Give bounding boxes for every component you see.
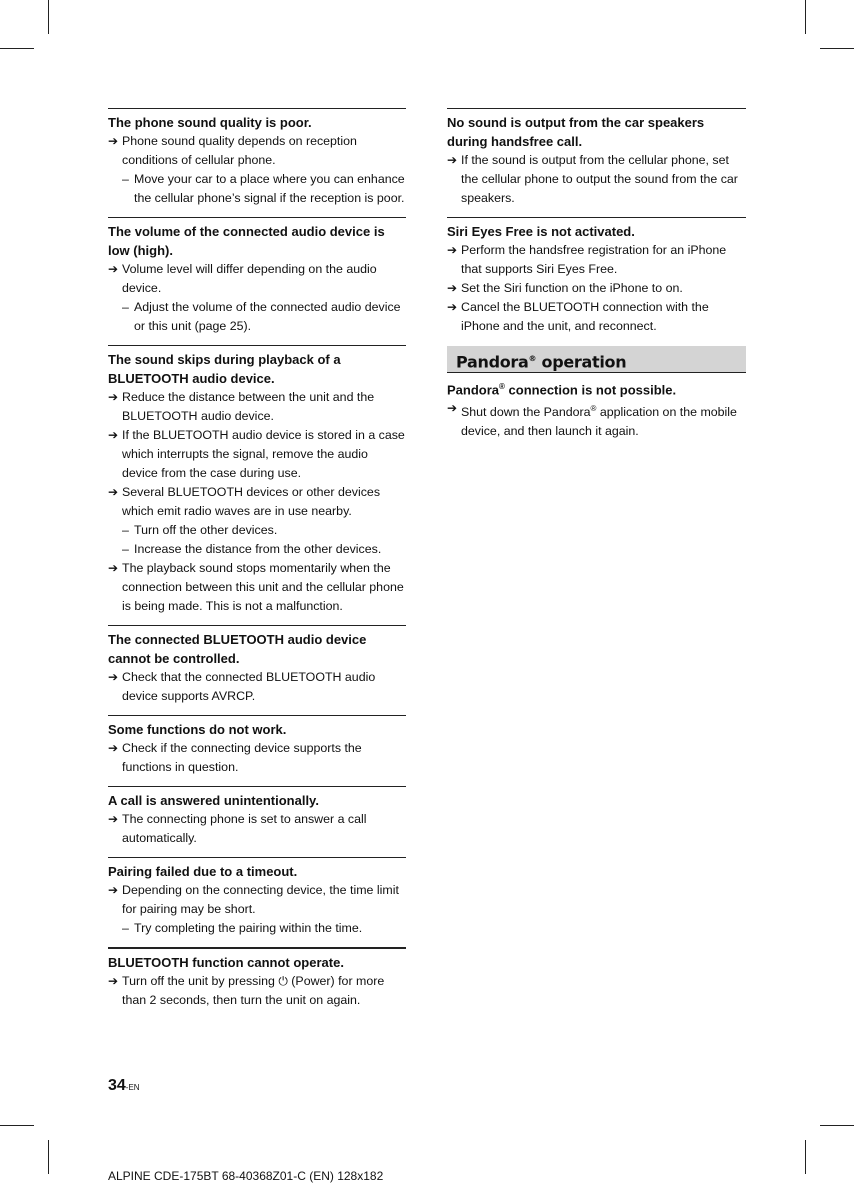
topic <box>447 108 746 208</box>
topic <box>108 786 406 848</box>
pandora-item-after: application on the mobile device, and then launch it again. <box>461 405 737 439</box>
arrow-icon: ➔ <box>108 812 119 826</box>
sub-item-text: Move your car to a place where you can enhance the cellular phone’s signal if the reception is poor. <box>134 172 405 205</box>
item-text: Perform the handsfree registration for an iPhone that supports Siri Eyes Free. <box>461 243 727 276</box>
pandora-heading-word: Pandora <box>456 352 529 372</box>
sub-item <box>108 521 406 540</box>
topic-title: No sound is output from the car speakers during handsfree call. <box>447 115 705 149</box>
sub-item <box>108 170 406 208</box>
list-item <box>108 559 406 616</box>
list-item <box>108 426 406 483</box>
list-item <box>108 260 406 298</box>
topic-title: BLUETOOTH function cannot operate. <box>108 955 344 970</box>
arrow-icon: ➔ <box>108 262 119 276</box>
list-item <box>447 151 746 208</box>
topic-items <box>108 972 406 1010</box>
topic <box>108 947 406 1010</box>
topic <box>108 108 406 208</box>
item-text: Set the Siri function on the iPhone to on. <box>461 281 683 295</box>
sub-item-text: Adjust the volume of the connected audio device or this unit (page 25). <box>134 300 401 333</box>
topic-title: Some functions do not work. <box>108 722 287 737</box>
right-column <box>447 108 746 450</box>
crop-mark <box>820 1125 854 1126</box>
dash-icon: – <box>122 172 129 186</box>
topic-items <box>108 668 406 706</box>
arrow-icon: ➔ <box>108 561 119 575</box>
crop-mark <box>820 48 854 49</box>
list-item <box>108 739 406 777</box>
topic-title: The phone sound quality is poor. <box>108 115 312 130</box>
topic <box>108 715 406 777</box>
item-text: If the BLUETOOTH audio device is stored in a case which interrupts the signal, remove the audio device from the case during use. <box>122 428 405 480</box>
topic-title: The volume of the connected audio device is low (high). <box>108 224 385 258</box>
topic-title: Pairing failed due to a timeout. <box>108 864 298 879</box>
list-item <box>108 483 406 521</box>
power-icon: ⏻ <box>278 974 288 988</box>
pandora-title-word: Pandora <box>447 382 500 398</box>
crop-mark <box>48 0 49 34</box>
topic-items <box>108 260 406 336</box>
topic-title: A call is answered unintentionally. <box>108 793 319 808</box>
list-item <box>108 881 406 919</box>
topic <box>108 857 406 938</box>
arrow-icon: ➔ <box>108 883 119 897</box>
topic-title: Siri Eyes Free is not activated. <box>447 224 635 239</box>
pandora-title-rest: connection is not possible. <box>504 382 677 398</box>
pandora-title-reg: ® <box>499 382 505 391</box>
list-item <box>108 388 406 426</box>
item-text: Reduce the distance between the unit and the BLUETOOTH audio device. <box>122 390 375 423</box>
item-text-before: Turn off the unit by pressing <box>122 974 279 988</box>
topic-items <box>108 881 406 938</box>
pandora-item-before: Shut down the Pandora <box>461 405 591 420</box>
pandora-section-heading <box>447 346 746 373</box>
item-text-after: (Power) for more than 2 seconds, then turn the unit on again. <box>122 974 385 1007</box>
crop-mark <box>0 48 34 49</box>
item-text: Check if the connecting device supports the functions in question. <box>122 741 362 774</box>
pandora-heading-reg: ® <box>528 354 537 363</box>
list-item <box>108 972 406 1010</box>
arrow-icon: ➔ <box>447 281 458 295</box>
list-item <box>108 810 406 848</box>
arrow-icon: ➔ <box>447 401 458 416</box>
sub-item <box>108 540 406 559</box>
item-text: The playback sound stops momentarily when the connection between this unit and the cellular phone is being made. This is not a malfunction. <box>122 561 404 613</box>
page-number <box>108 1077 140 1095</box>
item-text: If the sound is output from the cellular phone, set the cellular phone to output the sound from the car speakers. <box>461 153 738 205</box>
topic-items <box>108 388 406 616</box>
arrow-icon: ➔ <box>108 974 119 988</box>
topic-items <box>108 739 406 777</box>
list-item <box>447 399 746 441</box>
left-column <box>108 108 406 1019</box>
print-footer: ALPINE CDE-175BT 68-40368Z01-C (EN) 128x182 <box>108 1169 384 1183</box>
topic-items <box>108 810 406 848</box>
sub-item-text: Increase the distance from the other devices. <box>134 542 382 556</box>
list-item <box>447 298 746 336</box>
topic-items <box>108 132 406 208</box>
sub-item <box>108 298 406 336</box>
arrow-icon: ➔ <box>108 485 119 499</box>
right-topics <box>447 108 746 336</box>
topic <box>108 625 406 706</box>
item-text: Volume level will differ depending on the audio device. <box>122 262 377 295</box>
arrow-icon: ➔ <box>108 670 119 684</box>
item-text: Cancel the BLUETOOTH connection with the iPhone and the unit, and reconnect. <box>461 300 709 333</box>
item-text: Check that the connected BLUETOOTH audio device supports AVRCP. <box>122 670 376 703</box>
pandora-heading-rest: operation <box>536 352 627 372</box>
item-text: The connecting phone is set to answer a call automatically. <box>122 812 367 845</box>
item-text: Phone sound quality depends on reception conditions of cellular phone. <box>122 134 357 167</box>
dash-icon: – <box>122 523 129 537</box>
pandora-topic <box>447 377 746 441</box>
topic-title <box>447 377 746 399</box>
crop-mark <box>0 1125 34 1126</box>
arrow-icon: ➔ <box>447 153 458 167</box>
topic-title: The sound skips during playback of a BLUETOOTH audio device. <box>108 352 341 386</box>
dash-icon: – <box>122 300 129 314</box>
topic <box>108 345 406 616</box>
topic-title: The connected BLUETOOTH audio device cannot be controlled. <box>108 632 367 666</box>
list-item <box>108 132 406 170</box>
page-number-suffix: -EN <box>125 1083 140 1092</box>
page-number-value: 34 <box>108 1077 126 1094</box>
list-item <box>447 241 746 279</box>
arrow-icon: ➔ <box>108 134 119 148</box>
arrow-icon: ➔ <box>108 741 119 755</box>
arrow-icon: ➔ <box>108 390 119 404</box>
arrow-icon: ➔ <box>108 428 119 442</box>
topic <box>108 217 406 336</box>
dash-icon: – <box>122 542 129 556</box>
dash-icon: – <box>122 921 129 935</box>
sub-item-text: Try completing the pairing within the time. <box>134 921 363 935</box>
sub-item-text: Turn off the other devices. <box>134 523 278 537</box>
topic-items <box>447 151 746 208</box>
crop-mark <box>48 1140 49 1174</box>
item-text: Depending on the connecting device, the time limit for pairing may be short. <box>122 883 399 916</box>
topic-items <box>447 241 746 336</box>
topic <box>447 217 746 336</box>
arrow-icon: ➔ <box>447 243 458 257</box>
arrow-icon: ➔ <box>447 300 458 314</box>
crop-mark <box>805 1140 806 1174</box>
pandora-item-reg: ® <box>590 404 597 414</box>
list-item <box>108 668 406 706</box>
list-item <box>447 279 746 298</box>
crop-mark <box>805 0 806 34</box>
sub-item <box>108 919 406 938</box>
item-text: Several BLUETOOTH devices or other devices which emit radio waves are in use nearby. <box>122 485 381 518</box>
